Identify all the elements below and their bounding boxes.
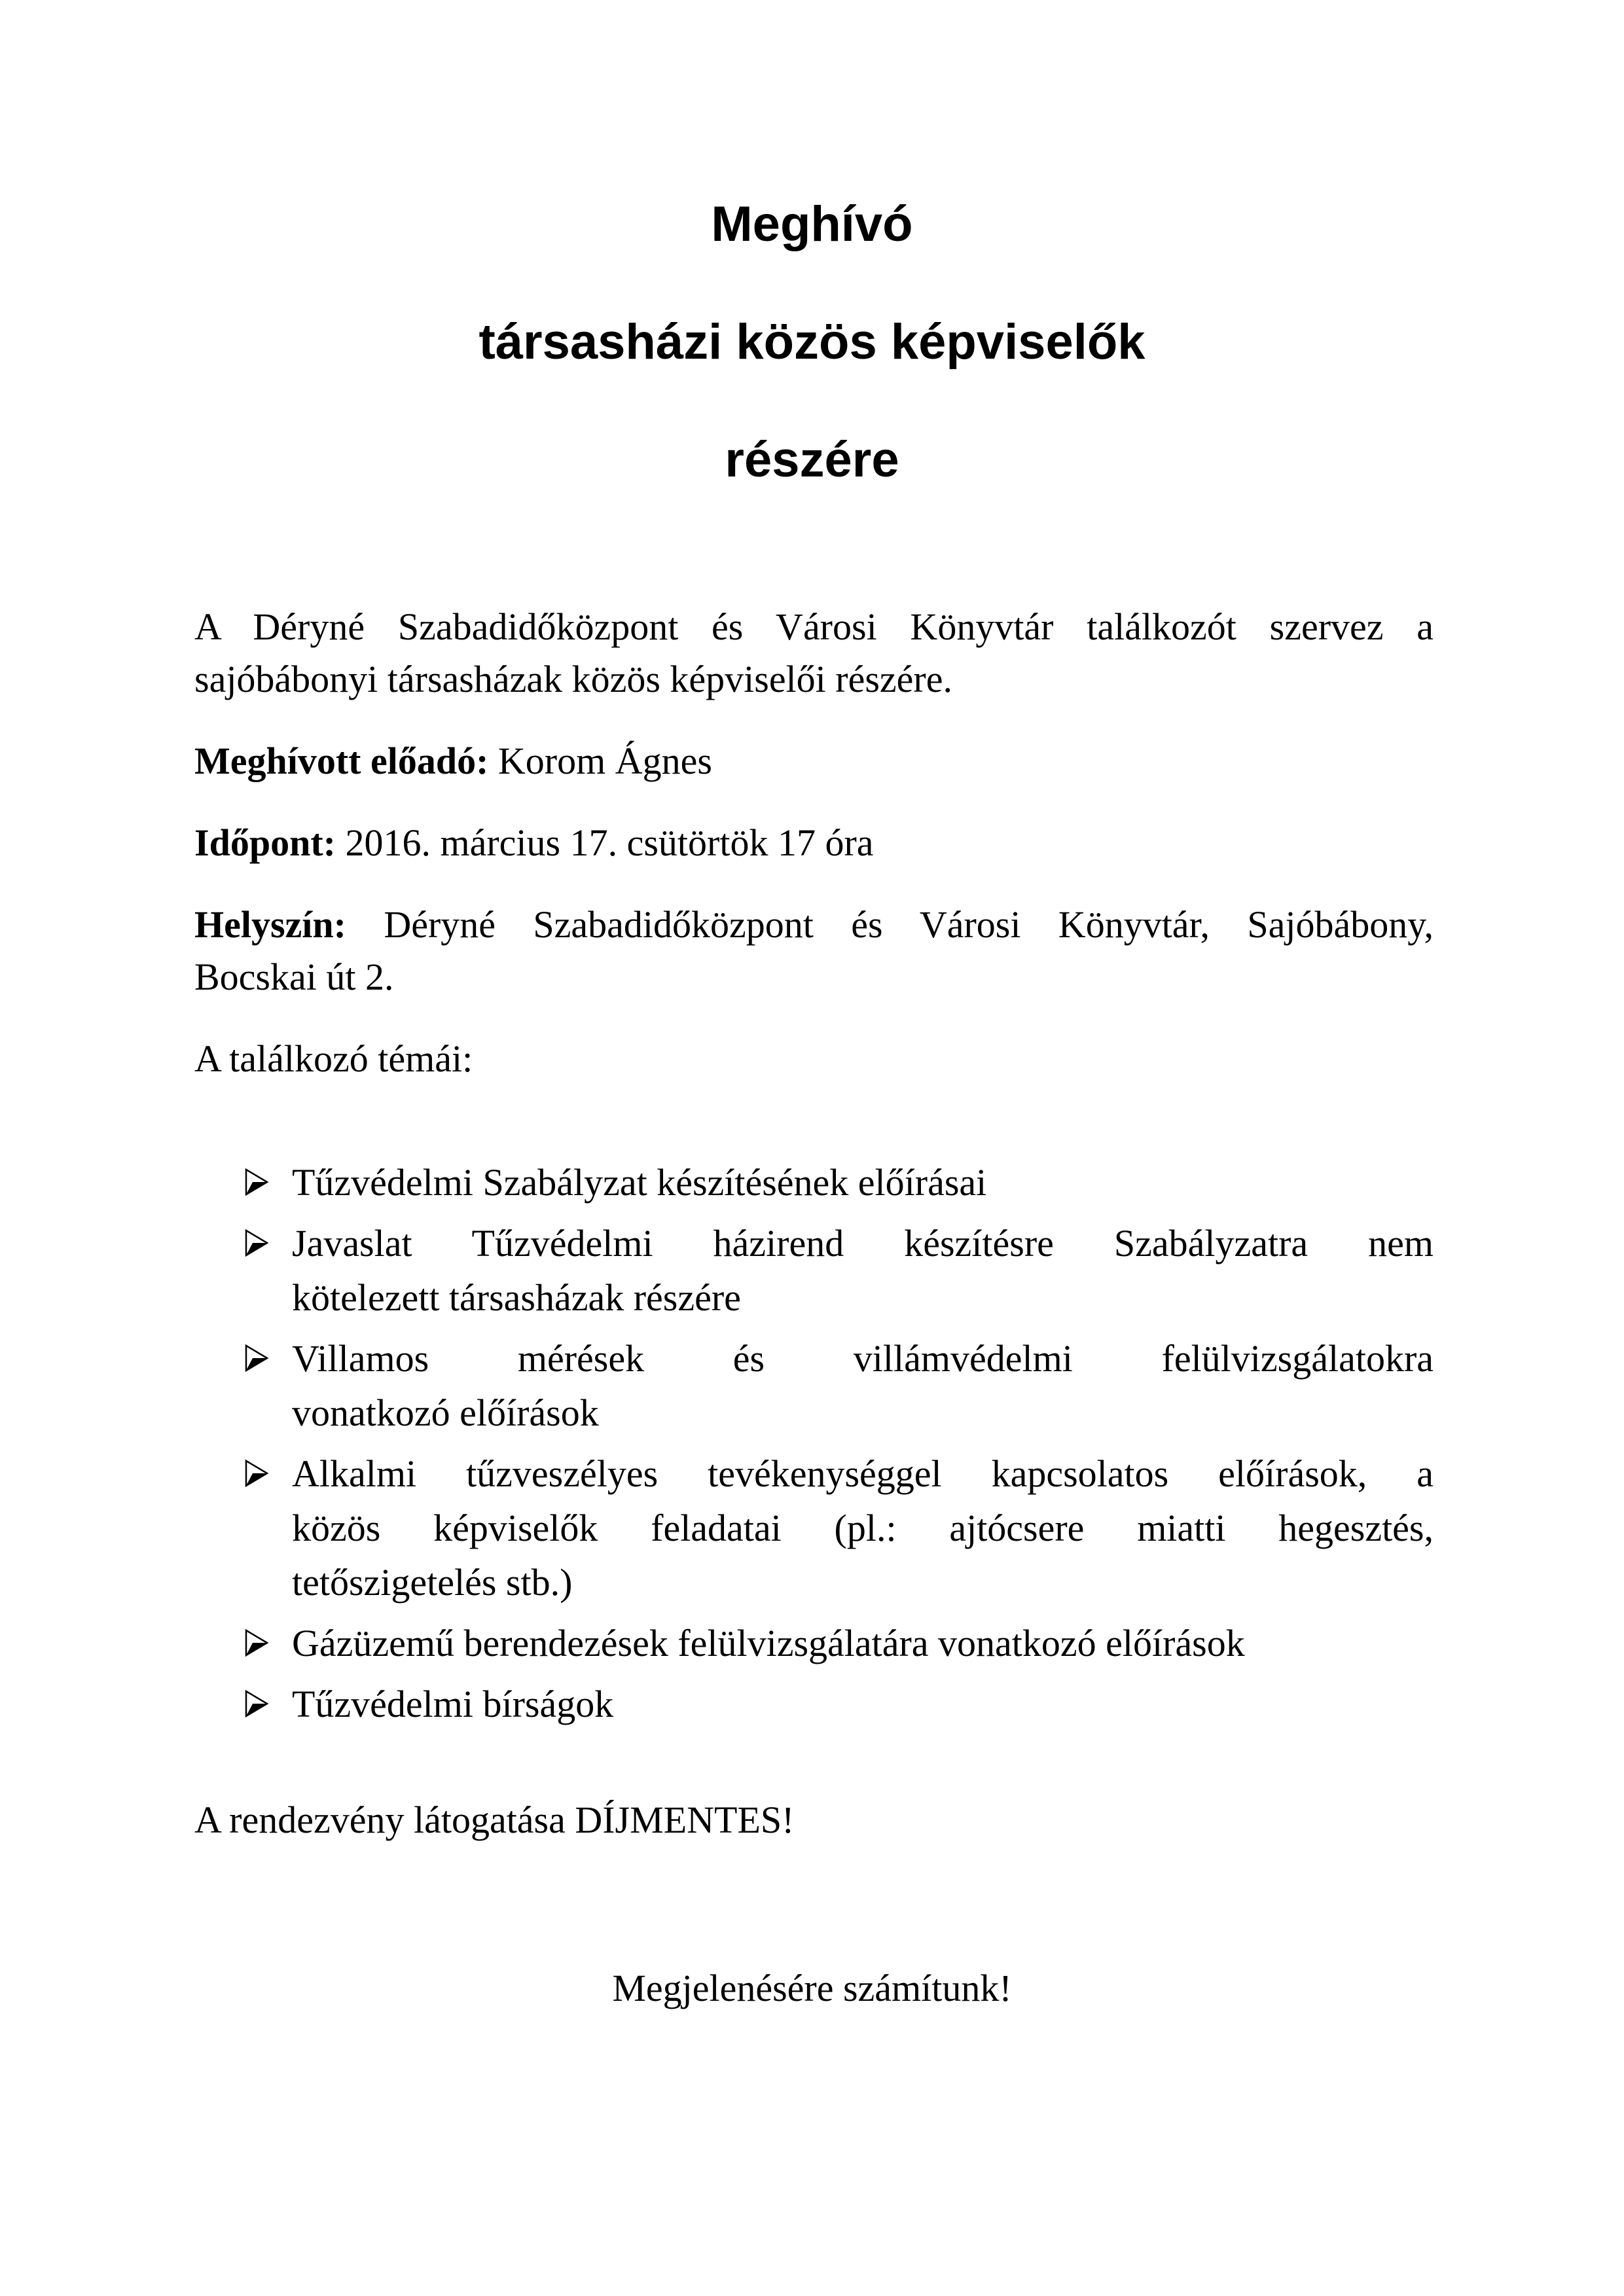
topic-item [194, 1677, 1434, 1731]
arrow-bullet-icon [244, 1677, 270, 1731]
topic-text-line: Alkalmi tűzveszélyes tevékenységgel kapcsolatos előírások, a [292, 1452, 1434, 1495]
topic-text-line: Villamos mérések és villámvédelmi felülvizsgálatokra [292, 1337, 1434, 1380]
time-label: Időpont: [194, 821, 336, 864]
topic-text-line: kötelezett társasházak részére [292, 1276, 741, 1319]
venue-value-line-1: Déryné Szabadidőközpont és Városi Könyvtár, Sajóbábony, [346, 903, 1434, 946]
title-line-3: részére [725, 432, 899, 488]
topic-text-line: vonatkozó előírások [292, 1391, 599, 1434]
topics-heading: A találkozó témái: [194, 1037, 473, 1080]
topic-text-line: Javaslat Tűzvédelmi házirend készítésre Szabályzatra nem [292, 1222, 1434, 1265]
intro-line-1: A Déryné Szabadidőközpont és Városi Könyvtár találkozót szervez a [194, 605, 1434, 648]
topic-text-line: közös képviselők feladatai (pl.: ajtócsere miatti hegesztés, [292, 1507, 1434, 1549]
speaker-label: Meghívott előadó: [194, 740, 489, 782]
topic-item [194, 1216, 1434, 1325]
intro-line-2: sajóbábonyi társasházak közös képviselői részére. [194, 658, 952, 700]
venue-value-line-2: Bocskai út 2. [194, 956, 394, 998]
speaker-value: Korom Ágnes [488, 740, 712, 782]
topic-text-line: tetőszigetelés stb.) [292, 1561, 573, 1604]
arrow-bullet-icon [244, 1616, 270, 1670]
topic-text-line: Tűzvédelmi bírságok [292, 1683, 614, 1725]
title-line-1: Meghívó [711, 196, 913, 252]
topic-text-line: Gázüzemű berendezések felülvizsgálatára vonatkozó előírások [292, 1622, 1245, 1664]
topics-list [194, 1155, 1434, 1738]
topic-item [194, 1446, 1434, 1609]
topic-text-line: Tűzvédelmi Szabályzat készítésének előírásai [292, 1161, 987, 1204]
topic-item [194, 1331, 1434, 1440]
title-line-2: társasházi közös képviselők [478, 314, 1146, 370]
free-notice: A rendezvény látogatása DÍJMENTES! [194, 1799, 795, 1841]
arrow-bullet-icon [244, 1216, 270, 1270]
arrow-bullet-icon [244, 1155, 270, 1210]
topic-item [194, 1155, 1434, 1210]
arrow-bullet-icon [244, 1331, 270, 1386]
time-value: 2016. március 17. csütörtök 17 óra [335, 821, 874, 864]
topic-item [194, 1616, 1434, 1670]
time-row [194, 821, 874, 865]
venue-label: Helyszín: [194, 903, 346, 946]
speaker-row [194, 740, 712, 783]
closing-text: Megjelenésére számítunk! [612, 1967, 1012, 2009]
venue-row [194, 903, 1434, 947]
arrow-bullet-icon [244, 1446, 270, 1501]
